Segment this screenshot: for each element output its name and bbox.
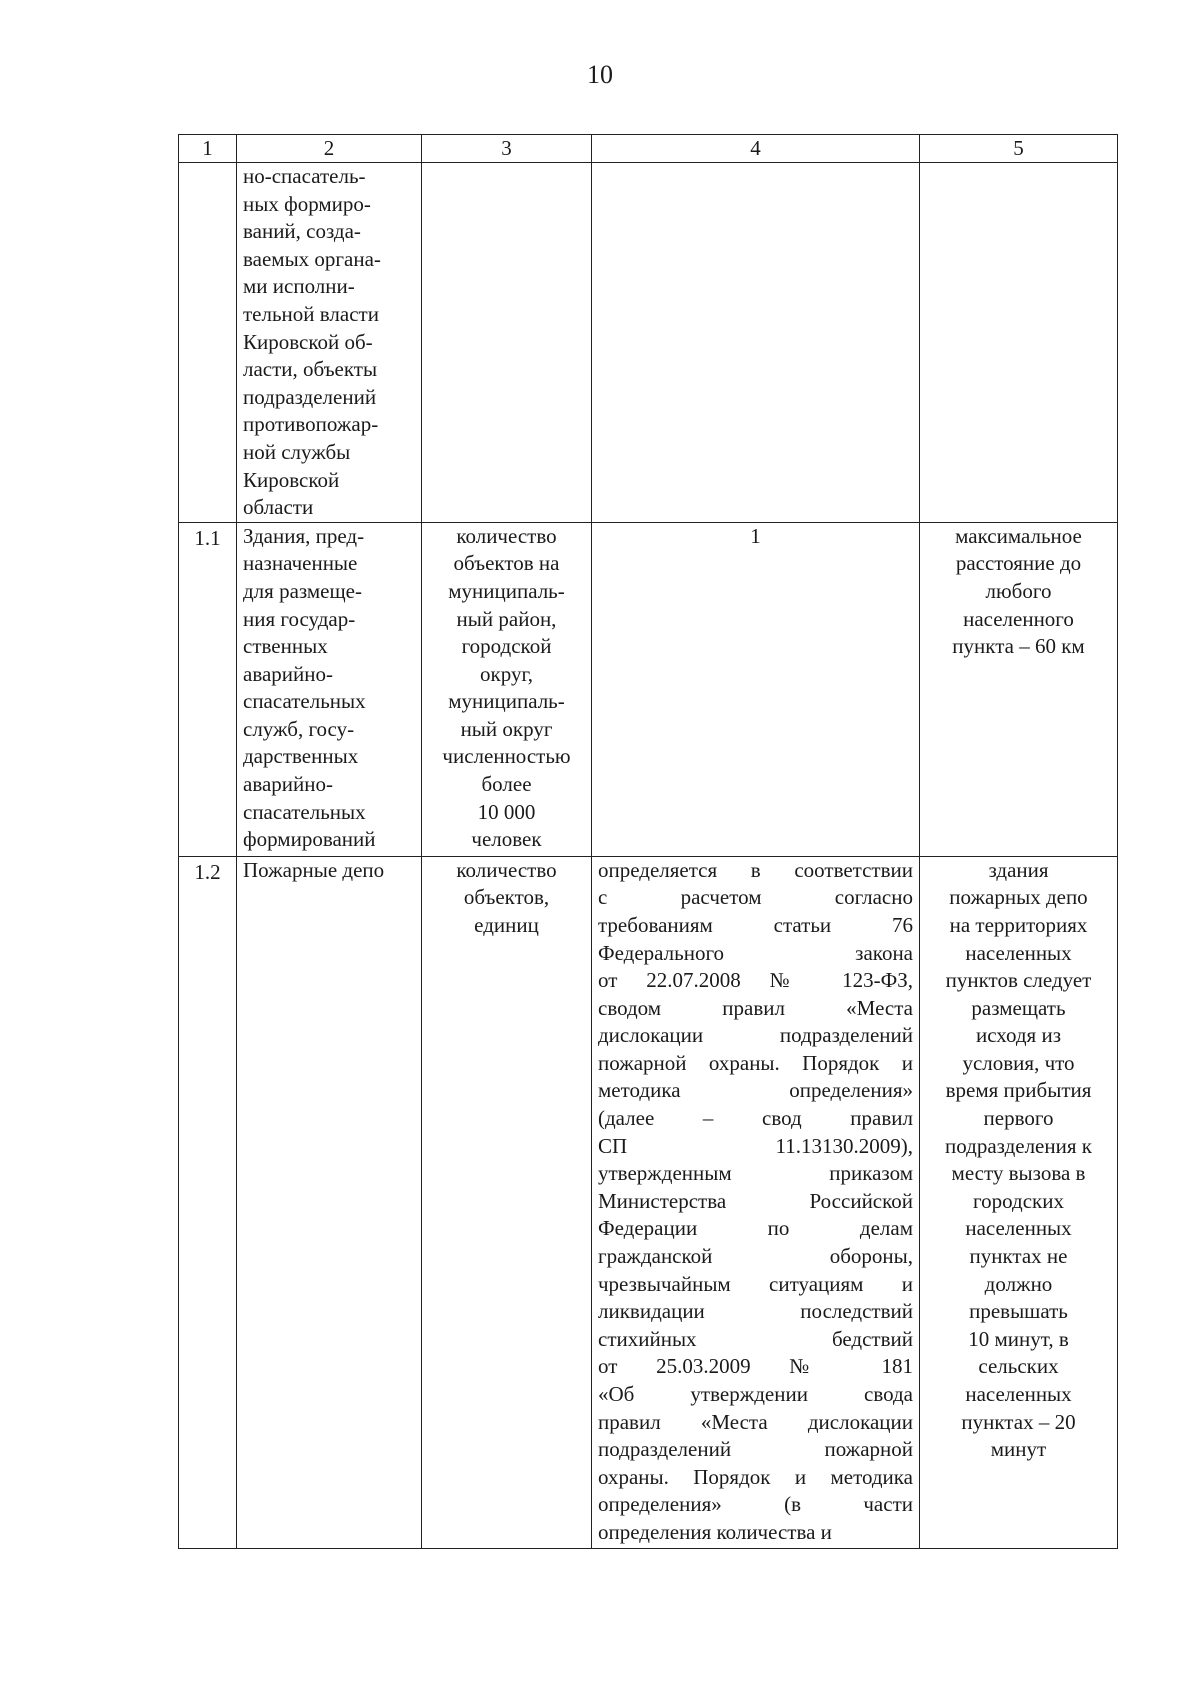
cell-text-line: пункта – 60 км <box>952 634 1085 659</box>
table-header-row <box>179 135 1118 163</box>
cell-text-line: сводом правил «Места <box>598 995 913 1020</box>
cell-text-line: Министерства Российской <box>598 1188 913 1213</box>
header-cell: 1 <box>179 135 237 163</box>
cell-text-line: минут <box>990 1437 1047 1462</box>
cell-text-line: определяется в соответствии <box>598 857 913 882</box>
row-number: 1.2 <box>179 856 237 1548</box>
row-number <box>179 163 237 523</box>
object-name-cell <box>237 856 422 1548</box>
cell-text-line: пунктов следует <box>945 968 1092 993</box>
cell-text-line: Пожарные депо <box>243 857 385 882</box>
cell-text-line: объектов, <box>463 885 550 910</box>
cell-text-line: от 22.07.2008 № 123-ФЗ, <box>598 968 913 993</box>
value-cell <box>592 522 920 856</box>
cell-text-line: Кировской <box>243 467 340 492</box>
cell-text-line: СП 11.13130.2009), <box>598 1133 913 1158</box>
cell-text-line: количество <box>456 523 557 548</box>
cell-text-line: ственных <box>243 634 328 659</box>
cell-text-line: муниципаль- <box>448 689 565 714</box>
cell-text-line: (далее – свод правил <box>598 1106 913 1131</box>
cell-text-line: условия, что <box>962 1050 1075 1075</box>
header-cell: 2 <box>237 135 422 163</box>
cell-text-line: ласти, объекты <box>243 357 378 382</box>
cell-text-line: аварийно- <box>243 772 333 797</box>
cell-text-line: 1 <box>750 523 761 548</box>
cell-text-line: сельских <box>978 1354 1059 1379</box>
cell-text-line: спасательных <box>243 799 366 824</box>
cell-text-line: ния государ- <box>243 606 356 631</box>
cell-text-line: количество <box>456 857 557 882</box>
cell-text-line: любого <box>985 578 1052 603</box>
cell-text-line: месту вызова в <box>951 1161 1086 1186</box>
cell-text-line: более <box>481 772 532 797</box>
row-number: 1.1 <box>179 522 237 856</box>
cell-text-line: пунктах – 20 <box>961 1409 1076 1434</box>
cell-text-line: объектов на <box>453 551 560 576</box>
cell-text-line: населенных <box>965 1216 1072 1241</box>
cell-text-line: от 25.03.2009 № 181 <box>598 1354 913 1379</box>
cell-text-line: муниципаль- <box>448 578 565 603</box>
object-name-cell <box>237 522 422 856</box>
cell-text-line: превышать <box>969 1299 1068 1324</box>
cell-text-line: размещать <box>971 995 1066 1020</box>
cell-text-line: правил «Места дислокации <box>598 1409 913 1434</box>
cell-text-line: формирований <box>243 827 376 852</box>
cell-text-line: но-спасатель- <box>243 164 366 188</box>
cell-text-line: населенных <box>965 940 1072 965</box>
cell-text-line: аварийно- <box>243 661 333 686</box>
cell-text-line: единиц <box>474 912 539 937</box>
cell-text-line: дарственных <box>243 744 359 769</box>
cell-text-line: ной службы <box>243 439 351 464</box>
cell-text-line: человек <box>471 827 542 852</box>
cell-text-line: противопожар- <box>243 412 379 437</box>
cell-text-line: ный район, <box>456 606 557 631</box>
value-cell <box>592 163 920 523</box>
accessibility-cell <box>920 163 1118 523</box>
cell-text-line: исходя из <box>975 1023 1061 1048</box>
cell-text-line: здания <box>988 857 1049 882</box>
cell-text-line: на территориях <box>949 912 1088 937</box>
header-cell: 5 <box>920 135 1118 163</box>
cell-text-line: ных формиро- <box>243 191 371 216</box>
cell-text-line: численностью <box>442 744 571 769</box>
accessibility-cell <box>920 856 1118 1548</box>
cell-text-line: тельной власти <box>243 301 379 326</box>
cell-text-line: должно <box>984 1271 1053 1296</box>
cell-text-line: подразделений <box>243 384 377 409</box>
cell-text-line: области <box>243 495 314 520</box>
cell-text-line: дислокации подразделений <box>598 1023 913 1048</box>
cell-text-line: определения» (в части <box>598 1492 913 1517</box>
cell-text-line: максимальное <box>955 523 1082 548</box>
cell-text-line: Федерации по делам <box>598 1216 913 1241</box>
cell-text-line: утвержденным приказом <box>598 1161 913 1186</box>
cell-text-line: первого <box>983 1106 1054 1131</box>
cell-text-line: стихийных бедствий <box>598 1326 913 1351</box>
cell-text-line: методика определения» <box>598 1078 913 1103</box>
cell-text-line: служб, госу- <box>243 716 355 741</box>
page-number: 10 <box>587 60 613 89</box>
cell-text-line: населенного <box>963 606 1074 631</box>
cell-text-line: охраны. Порядок и методика <box>598 1464 913 1489</box>
accessibility-cell <box>920 522 1118 856</box>
cell-text-line: назначенные <box>243 551 358 576</box>
cell-text-line: требованиям статьи 76 <box>598 912 913 937</box>
indicator-cell <box>422 163 592 523</box>
cell-text-line: 10 000 <box>477 799 536 824</box>
cell-text-line: чрезвычайным ситуациям и <box>598 1271 913 1296</box>
cell-text-line: Кировской об- <box>243 329 373 354</box>
cell-text-line: определения количества и <box>598 1519 832 1544</box>
header-cell: 4 <box>592 135 920 163</box>
cell-text-line: подразделений пожарной <box>598 1437 913 1462</box>
cell-text-line: населенных <box>965 1382 1072 1406</box>
object-name-cell <box>237 163 422 523</box>
cell-text-line: гражданской обороны, <box>598 1244 913 1269</box>
cell-text-line: Здания, пред- <box>243 523 365 548</box>
indicator-cell <box>422 522 592 856</box>
cell-text-line: ваемых органа- <box>243 246 381 271</box>
cell-text-line: пожарных депо <box>949 885 1088 910</box>
indicator-cell <box>422 856 592 1548</box>
header-cell: 3 <box>422 135 592 163</box>
cell-text-line: пожарной охраны. Порядок и <box>598 1050 913 1075</box>
cell-text-line: время прибытия <box>945 1078 1092 1103</box>
cell-text-line: с расчетом согласно <box>598 885 913 910</box>
cell-text-line: городской <box>461 634 552 659</box>
cell-text-line: «Об утверждении свода <box>598 1382 913 1406</box>
table-row <box>179 522 1118 856</box>
table-row <box>179 163 1118 523</box>
cell-text-line: городских <box>973 1188 1064 1213</box>
cell-text-line: подразделения к <box>945 1133 1092 1158</box>
cell-text-line: для размеще- <box>243 578 362 603</box>
cell-text-line: спасательных <box>243 689 366 714</box>
table-row <box>179 856 1118 1548</box>
cell-text-line: Федерального закона <box>598 940 913 965</box>
cell-text-line: ный округ <box>460 716 553 741</box>
cell-text-line: расстояние до <box>955 551 1082 576</box>
cell-text-line: округ, <box>480 661 533 686</box>
cell-text-line: ми исполни- <box>243 274 355 299</box>
cell-text-line: ликвидации последствий <box>598 1299 913 1324</box>
standards-table <box>178 134 1118 1549</box>
cell-text-line: пунктах не <box>969 1244 1068 1269</box>
value-cell <box>592 856 920 1548</box>
cell-text-line: ваний, созда- <box>243 219 361 244</box>
cell-text-line: 10 минут, в <box>968 1326 1069 1351</box>
